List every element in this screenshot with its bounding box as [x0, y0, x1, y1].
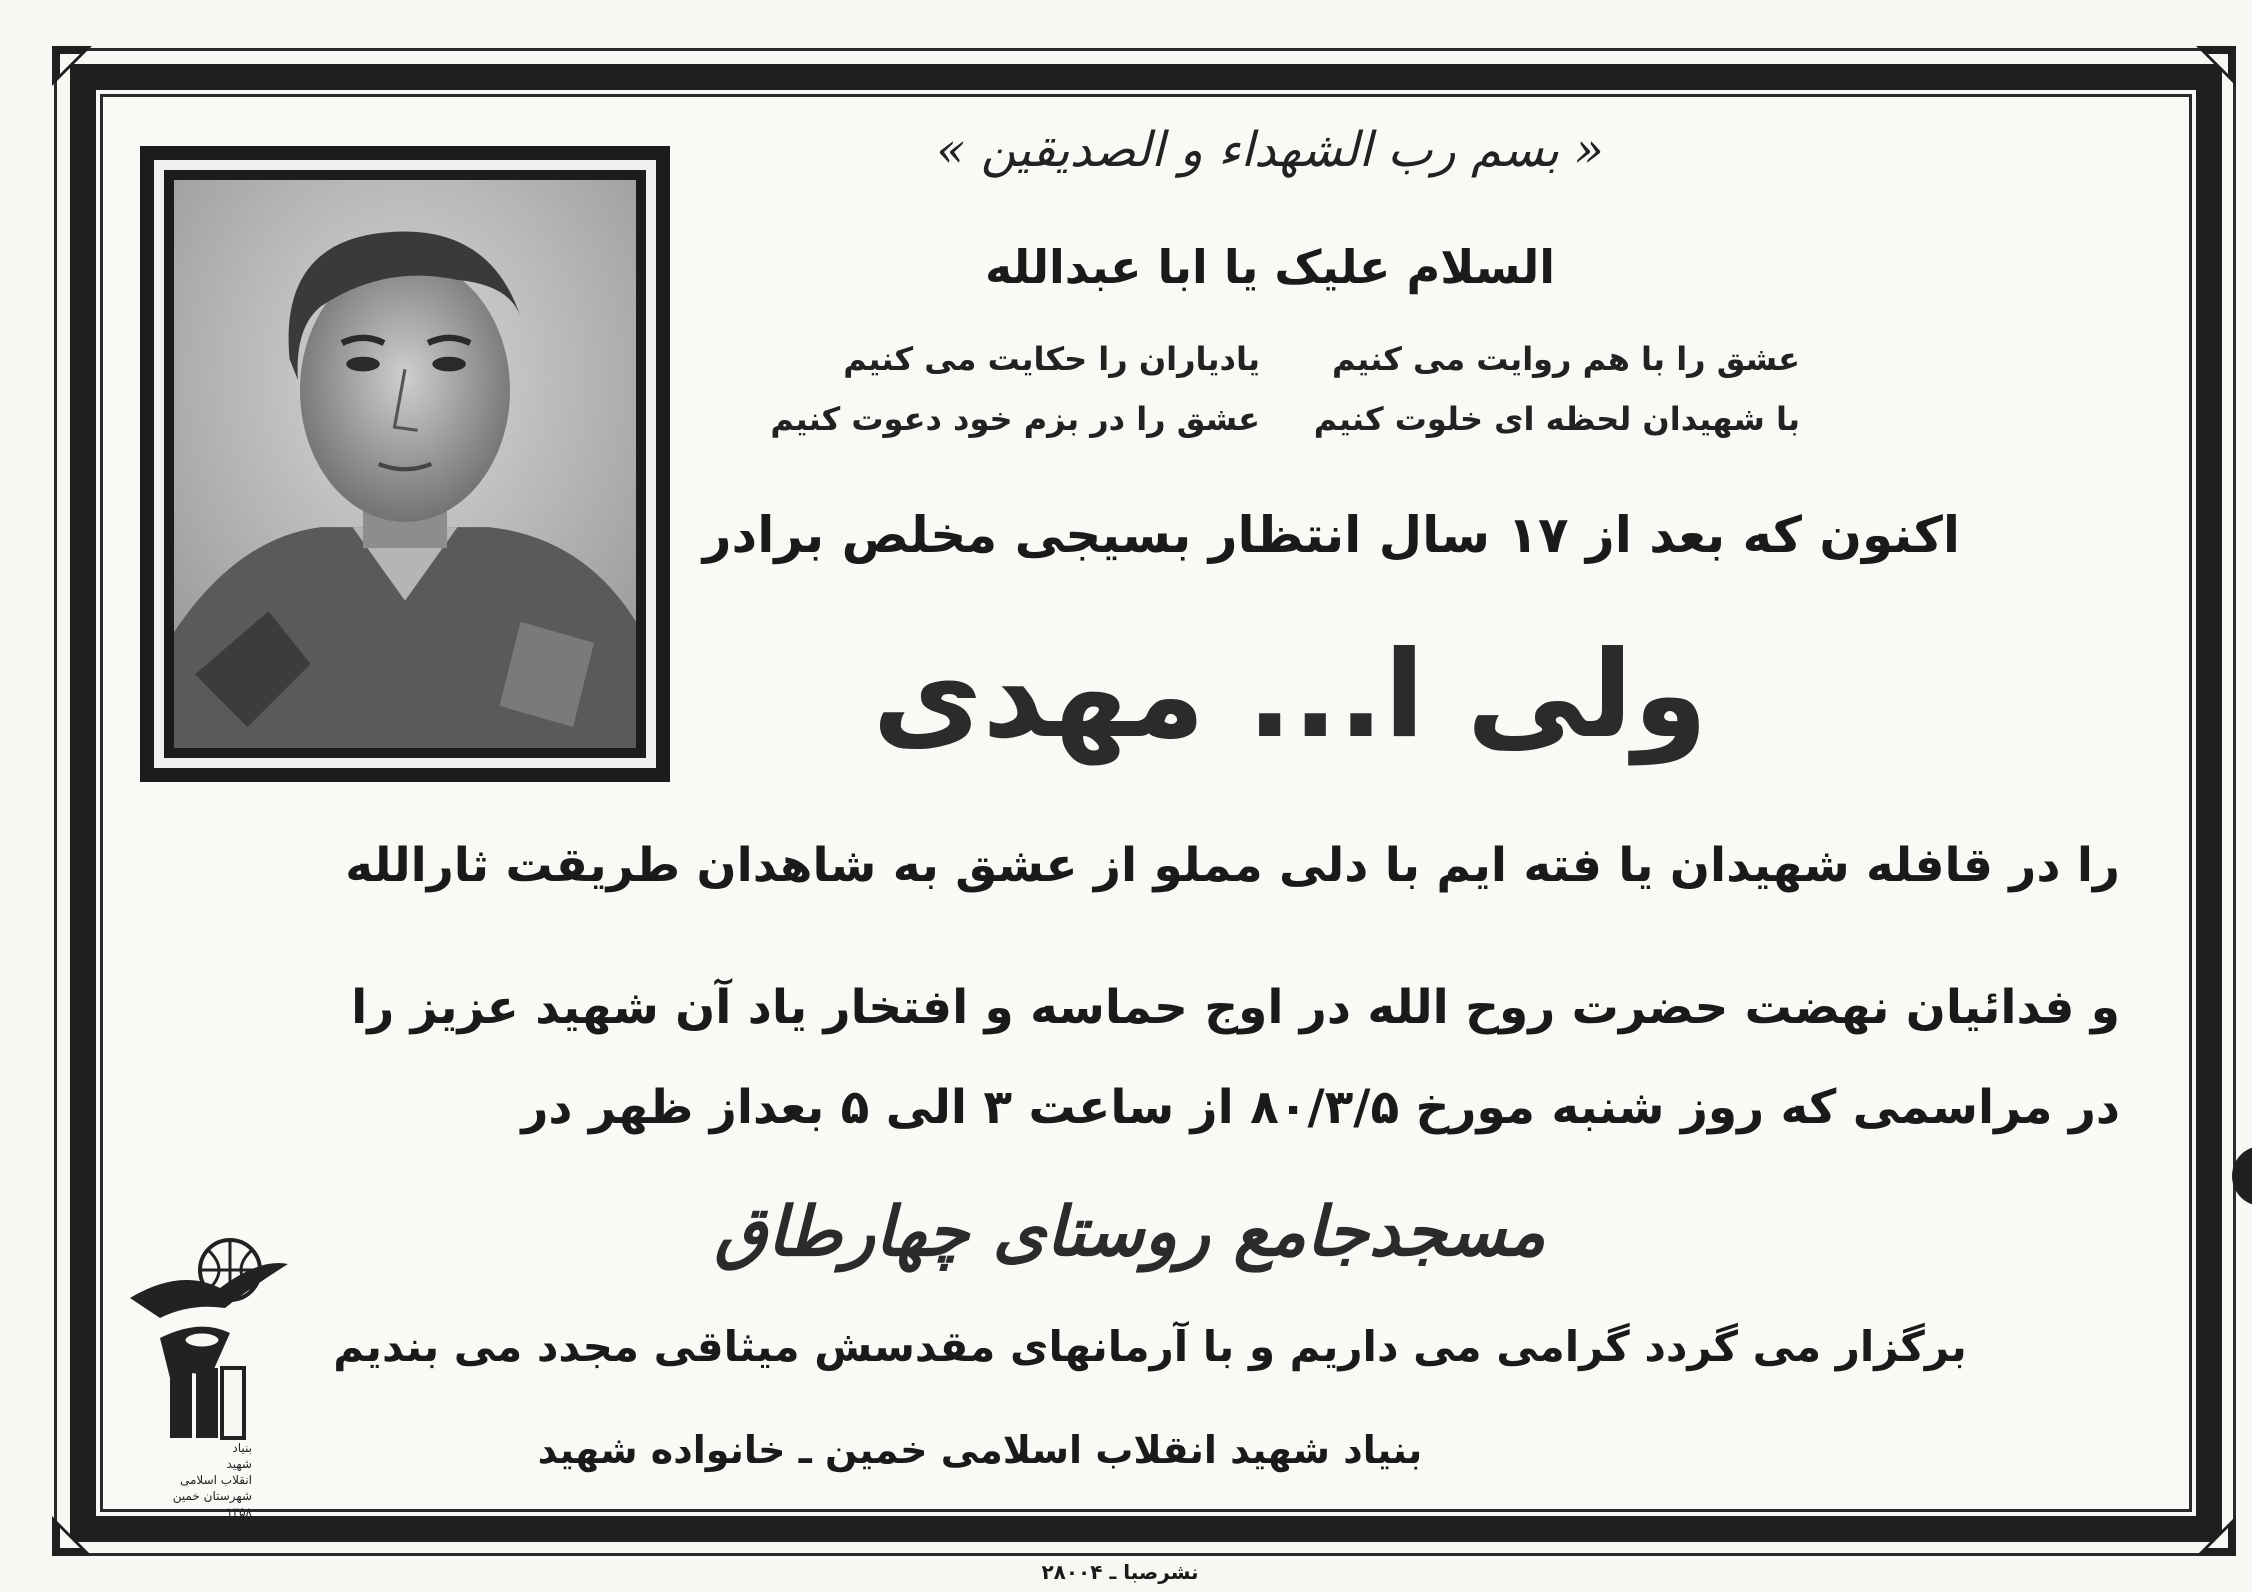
logo-caption-line: بنیاد [232, 1441, 252, 1455]
logo-caption-line: شهید [226, 1457, 252, 1471]
announcement-intro: اکنون که بعد از ۱۷ سال انتظار بسیجی مخلص برادر [702, 506, 1960, 564]
announcement-line-2: و فدائیان نهضت حضرت روح الله در اوج حماسه و افتخار یاد آن شهید عزیز را [351, 980, 2120, 1035]
martyr-name: ولی ا... مهدی [872, 626, 1708, 765]
logo-caption-line: ۱۳۵۸ [226, 1505, 252, 1519]
logo-caption-line: شهرستان خمین [172, 1489, 252, 1503]
poem-verse-1-right: عشق را با هم روایت می کنیم [1332, 340, 1800, 378]
salam-heading: السلام علیک یا ابا عبدالله [985, 240, 1555, 294]
print-code: نشرصبا ـ ۲۸۰۰۴ [1041, 1560, 1199, 1584]
announcement-line-1: را در قافله شهیدان یا فته ایم با دلی مملو از عشق به شاهدان طریقت ثارالله [345, 838, 2120, 893]
closing-line: برگزار می گردد گرامی می داریم و با آرمانهای مقدسش میثاقی مجدد می بندیم [333, 1322, 1967, 1371]
poem-verse-1-left: یادیاران را حکایت می کنیم [843, 340, 1260, 378]
announcement-line-3: در مراسمی که روز شنبه مورخ ۸۰/۳/۵ از ساعت ۳ الی ۵ بعداز ظهر در [521, 1080, 2120, 1135]
corner-ornament-bottom-left [52, 1516, 92, 1556]
poem-verse-2-right: با شهیدان لحظه ای خلوت کنیم [1313, 400, 1800, 438]
bismillah-heading: « بسم رب الشهداء و الصدیقین » [936, 122, 1604, 178]
poem-verse-2-left: عشق را در بزم خود دعوت کنیم [770, 400, 1260, 438]
logo-caption [132, 1440, 252, 1520]
ceremony-location: مسجدجامع روستای چهارطاق [714, 1192, 1546, 1272]
portrait-frame [140, 146, 670, 782]
portrait-mat [154, 160, 656, 768]
corner-ornament-top-right [2196, 46, 2236, 86]
martyr-foundation-logo [120, 1228, 290, 1442]
corner-ornament-top-left [52, 46, 92, 86]
corner-ornament-bottom-right [2196, 1516, 2236, 1556]
logo-caption-line: انقلاب اسلامی [180, 1473, 252, 1487]
portrait-photo [174, 180, 636, 748]
portrait-inner-border [164, 170, 646, 758]
signature-line: بنیاد شهید انقلاب اسلامی خمین ـ خانواده شهید [537, 1428, 1423, 1472]
